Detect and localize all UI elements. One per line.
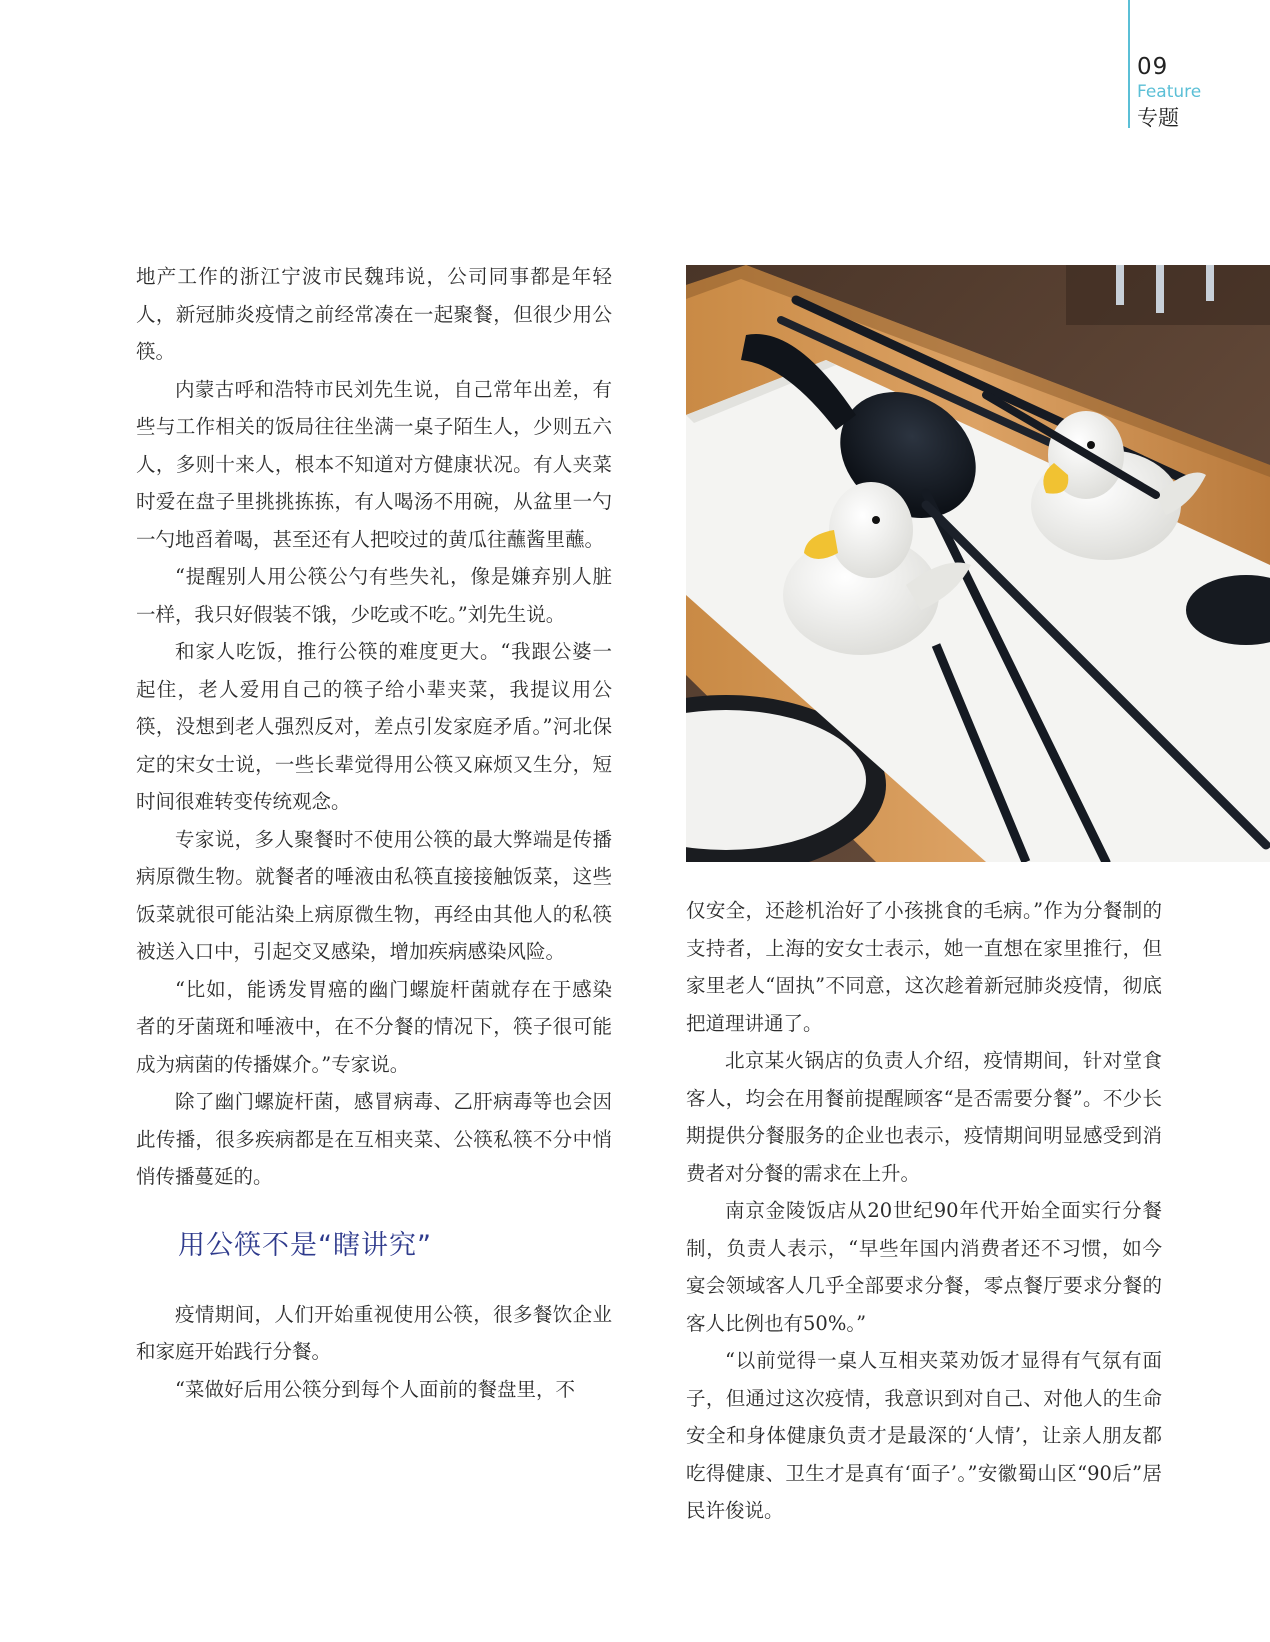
section-label-en: Feature [1137, 82, 1202, 102]
section-heading: 用公筷不是“瞎讲究” [178, 1229, 432, 1261]
paragraph: 南京金陵饭店从20世纪90年代开始全面实行分餐制，负责人表示，“早些年国内消费者还不习惯，如今宴会领域客人几乎全部要求分餐，零点餐厅要求分餐的客人比例也有50%。” [686, 1199, 1162, 1335]
paragraph: 北京某火锅店的负责人介绍，疫情期间，针对堂食客人，均会在用餐前提醒顾客“是否需要分餐”。不少长期提供分餐服务的企业也表示，疫情期间明显感受到消费者对分餐的需求在上升。 [686, 1049, 1162, 1185]
section-label-cn: 专题 [1137, 106, 1179, 130]
chopsticks-duck-photo [686, 265, 1270, 862]
right-text-column [686, 892, 1162, 1530]
paragraph: 和家人吃饭，推行公筷的难度更大。“我跟公婆一起住，老人爱用自己的筷子给小辈夹菜，我提议用公筷，没想到老人强烈反对，差点引发家庭矛盾。”河北保定的宋女士说，一些长辈觉得用公筷又麻烦又生分，短时间很难转变传统观念。 [136, 640, 612, 813]
page-number: 09 [1137, 54, 1169, 80]
paragraph: 仅安全，还趁机治好了小孩挑食的毛病。”作为分餐制的支持者，上海的安女士表示，她一直想在家里推行，但家里老人“固执”不同意，这次趁着新冠肺炎疫情，彻底把道理讲通了。 [686, 899, 1162, 1035]
header-divider [1128, 0, 1130, 128]
paragraph: 除了幽门螺旋杆菌，感冒病毒、乙肝病毒等也会因此传播，很多疾病都是在互相夹菜、公筷私筷不分中悄悄传播蔓延的。 [136, 1090, 612, 1188]
paragraph: 地产工作的浙江宁波市民魏玮说，公司同事都是年轻人，新冠肺炎疫情之前经常凑在一起聚餐，但很少用公筷。 [136, 265, 612, 363]
paragraph: 专家说，多人聚餐时不使用公筷的最大弊端是传播病原微生物。就餐者的唾液由私筷直接接触饭菜，这些饭菜就很可能沾染上病原微生物，再经由其他人的私筷被送入口中，引起交叉感染，增加疾病感染风险。 [136, 827, 612, 963]
left-text-column [136, 258, 612, 1408]
paragraph: “比如，能诱发胃癌的幽门螺旋杆菌就存在于感染者的牙菌斑和唾液中，在不分餐的情况下，筷子很可能成为病菌的传播媒介。”专家说。 [136, 977, 612, 1076]
paragraph: 内蒙古呼和浩特市民刘先生说，自己常年出差，有些与工作相关的饭局往往坐满一桌子陌生人，少则五六人，多则十来人，根本不知道对方健康状况。有人夹菜时爱在盘子里挑挑拣拣，有人喝汤不用碗，从盆里一勺一勺地舀着喝，甚至还有人把咬过的黄瓜往蘸酱里蘸。 [136, 377, 612, 551]
paragraph: 疫情期间，人们开始重视使用公筷，很多餐饮企业和家庭开始践行分餐。 [136, 1302, 612, 1363]
paragraph: “以前觉得一桌人互相夹菜劝饭才显得有气氛有面子，但通过这次疫情，我意识到对自己、对他人的生命安全和身体健康负责才是最深的‘人情’，让亲人朋友都吃得健康、卫生才是真有‘面子’。”安徽蜀山区“90后”居民许俊说。 [686, 1349, 1162, 1522]
paragraph: “提醒别人用公筷公勺有些失礼，像是嫌弃别人脏一样，我只好假装不饿，少吃或不吃。”刘先生说。 [136, 565, 612, 626]
paragraph: “菜做好后用公筷分到每个人面前的餐盘里，不 [175, 1377, 575, 1401]
